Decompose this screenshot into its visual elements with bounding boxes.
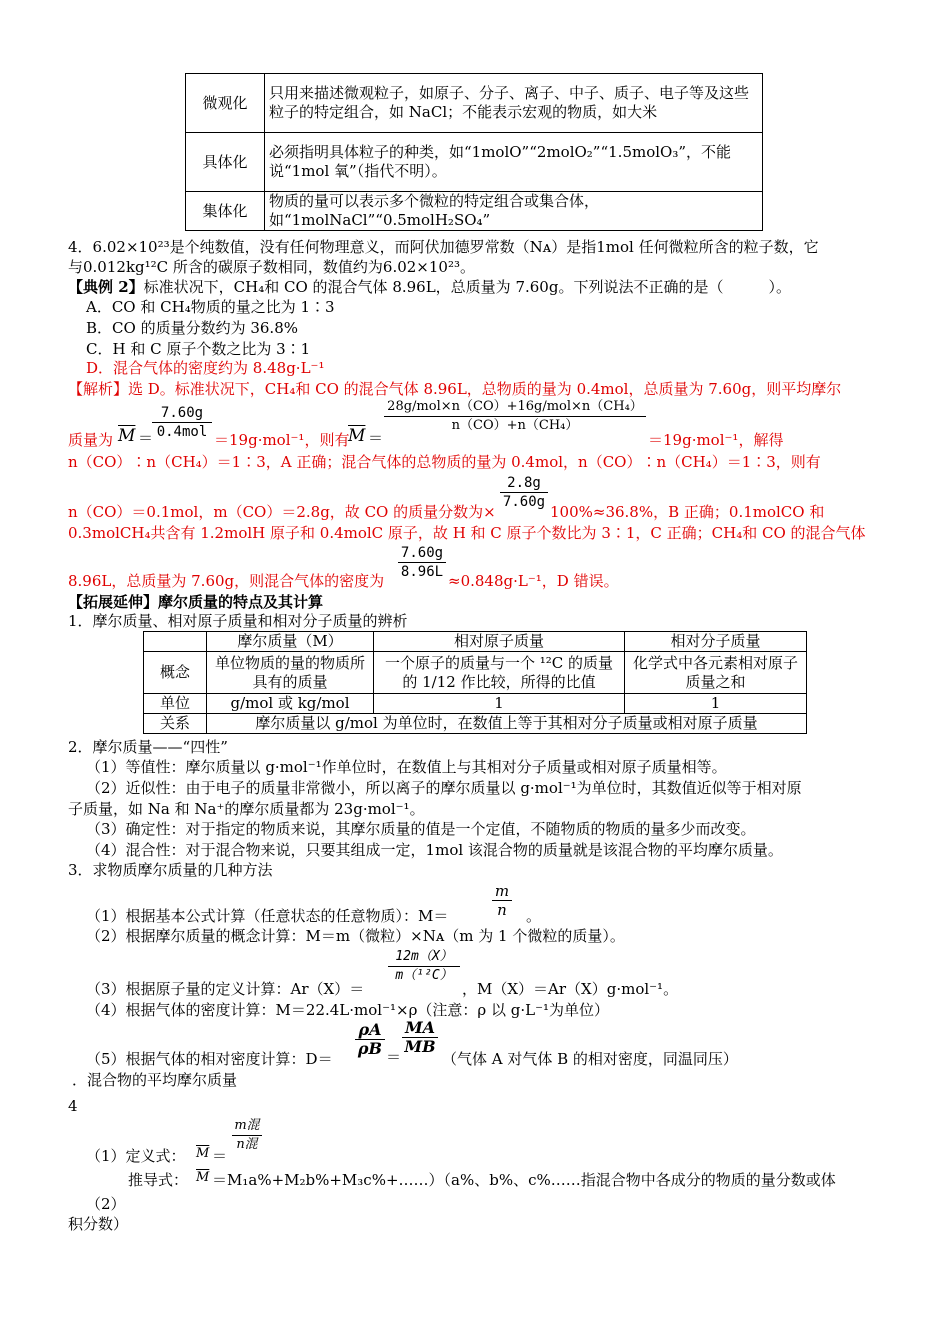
analysis-line2c: ＝19g·mol⁻¹，解得 <box>648 431 784 449</box>
table-cell-label: 具体化 <box>186 133 265 192</box>
fraction-denominator: 7.60g <box>502 494 546 510</box>
table-cell: 关系 <box>144 714 207 734</box>
mbar-symbol: $\overline{M}$ <box>196 1146 210 1161</box>
method-1-end: 。 <box>526 907 542 925</box>
fraction-mixture-mass <box>232 1117 262 1154</box>
option-b: B．CO 的质量分数约为 36.8% <box>86 319 298 337</box>
paragraph: （3）确定性：对于指定的物质来说，其摩尔质量的值是一个定值，不随物质的物质的量多少而改变。 <box>86 820 756 838</box>
fraction-density-ratio <box>355 1021 385 1058</box>
fraction-numerator: MA <box>402 1019 438 1038</box>
fraction-denominator: 0.4mol <box>156 424 208 440</box>
table-cell: 一个原子的质量与一个 ¹²C 的质量的 1/12 作比较，所得的比值 <box>374 652 625 694</box>
example2 <box>68 277 791 297</box>
table-cell: 概念 <box>144 652 207 694</box>
example-stem: 标准状况下，CH₄和 CO 的混合气体 8.96L，总质量为 7.60g。下列说法不正确的是（ ）。 <box>143 278 791 296</box>
fraction-numerator: 28g/mol×n（CO）+16g/mol×n（CH₄） <box>384 398 646 417</box>
definition-2: （2） <box>86 1195 126 1213</box>
fraction-co-mass <box>500 474 548 511</box>
table-header: 相对分子质量 <box>625 632 807 652</box>
paragraph: 子质量，如 Na 和 Na⁺的摩尔质量都为 23g·mol⁻¹。 <box>68 800 425 818</box>
table-cell: 1 <box>625 694 807 714</box>
option-d: D．混合气体的密度约为 8.48g·L⁻¹ <box>86 359 325 377</box>
table-cell: 单位物质的量的物质所具有的质量 <box>207 652 374 694</box>
fraction-denominator: n混 <box>236 1137 258 1152</box>
table-cell: 化学式中各元素相对原子质量之和 <box>625 652 807 694</box>
table-particle-features <box>185 73 763 231</box>
section-heading: 3．求物质摩尔质量的几种方法 <box>68 861 273 879</box>
fraction-numerator: 7.60g <box>398 544 446 563</box>
table-cell: 只用来描述微观粒子，如原子、分子、离子、中子、质子、电子等及这些粒子的特定组合，如 NaCl；不能表示宏观的物质，如大米 <box>265 74 763 133</box>
fraction-mixture <box>384 398 646 435</box>
analysis-line3: n（CO）∶n（CH₄）＝1∶3，A 正确；混合气体的总物质的量为 0.4mol，n（CO）∶n（CH₄）＝1∶3，则有 <box>68 453 821 471</box>
table-header <box>144 632 207 652</box>
fraction-m-over-n <box>492 882 512 919</box>
paragraph: （4）混合性：对于混合物来说，只要其组成一定，1mol 该混合物的质量就是该混合物的平均摩尔质量。 <box>86 841 783 859</box>
fraction-numerator: 12m（X） <box>388 948 460 967</box>
method-2: （2）根据摩尔质量的概念计算：M＝m（微粒）×Nᴀ（m 为 1 个微粒的质量）。 <box>86 927 625 945</box>
section-heading: ．混合物的平均摩尔质量 <box>72 1071 238 1089</box>
table-cell: 单位 <box>144 694 207 714</box>
fraction-denominator: 8.96L <box>400 564 444 580</box>
section-heading: 1．摩尔质量、相对原子质量和相对分子质量的辨析 <box>68 612 408 630</box>
fraction-molar-ratio <box>402 1019 438 1056</box>
fraction-denominator: n（CO）+n（CH₄） <box>451 418 579 433</box>
definition-tail: 积分数） <box>68 1215 129 1233</box>
option-a: A．CO 和 CH₄物质的量之比为 1∶3 <box>86 298 335 316</box>
table-header: 摩尔质量（M） <box>207 632 374 652</box>
option-c: C．H 和 C 原子个数之比为 3∶1 <box>86 340 311 358</box>
method-5-end: （气体 A 对气体 B 的相对密度，同温同压） <box>442 1050 738 1068</box>
fraction-numerator: 7.60g <box>152 404 212 423</box>
table-header: 相对原子质量 <box>374 632 625 652</box>
point4-line2: 与0.012kg¹²C 所含的碳原子数相同，数值约为6.02×10²³。 <box>68 258 475 276</box>
fraction-avg-mass <box>152 404 212 441</box>
table-cell: 1 <box>374 694 625 714</box>
fraction-numerator: 2.8g <box>500 474 548 493</box>
table-row <box>186 74 763 133</box>
analysis-line2b: ＝19g·mol⁻¹，则有 <box>214 431 350 449</box>
table-row <box>144 652 807 694</box>
analysis-line4b: 100%≈36.8%，B 正确；0.1molCO 和 <box>550 503 825 521</box>
fraction-density <box>398 544 446 581</box>
table-row <box>144 714 807 734</box>
fraction-numerator: ρA <box>355 1021 385 1040</box>
table-cell: 物质的量可以表示多个微粒的特定组合或集合体，如“1molNaCl”“0.5molH₂SO₄” <box>265 192 763 231</box>
mbar-symbol: $\overline{M}$ <box>348 426 366 446</box>
analysis-line1: 【解析】选 D。标准状况下，CH₄和 CO 的混合气体 8.96L，总物质的量为 0.4mol，总质量为 7.60g，则平均摩尔 <box>68 380 842 398</box>
definition-1: （1）定义式： <box>86 1147 186 1165</box>
section-number: 4 <box>68 1097 78 1115</box>
paragraph: （2）近似性：由于电子的质量非常微小，所以离子的摩尔质量以 g·mol⁻¹为单位时，其数值近似等于相对原 <box>86 779 802 797</box>
point4-line1: 4．6.02×10²³是个纯数值，没有任何物理意义，而阿伏加德罗常数（Nᴀ）是指1mol 任何微粒所含的粒子数，它 <box>68 238 819 256</box>
equals-sign: ＝ <box>386 1048 402 1066</box>
fraction-denominator: ρB <box>357 1039 383 1058</box>
table-row <box>186 133 763 192</box>
fraction-atomic-mass <box>388 948 460 985</box>
analysis-line2a: 质量为 <box>68 431 114 449</box>
fraction-numerator: m混 <box>232 1117 262 1136</box>
table-row <box>144 694 807 714</box>
method-1: （1）根据基本公式计算（任意状态的任意物质）：M＝ <box>86 907 449 925</box>
table-cell-label: 集体化 <box>186 192 265 231</box>
derivation-expr: ＝M₁a%+M₂b%+M₃c%+……）（a%、b%、c%……指混合物中各成分的物质的量分数或体 <box>212 1171 836 1189</box>
analysis-line6b: ≈0.848g·L⁻¹，D 错误。 <box>448 572 619 590</box>
section-heading: 2．摩尔质量——“四性” <box>68 738 228 756</box>
example-tag: 【典例 2】 <box>68 278 144 296</box>
method-3: （3）根据原子量的定义计算：Ar（X）＝ <box>86 980 365 998</box>
table-molar-mass-comparison <box>143 631 807 734</box>
method-3-end: ，M（X）＝Ar（X）g·mol⁻¹。 <box>462 980 679 998</box>
derivation-label: 推导式： <box>128 1171 189 1189</box>
mbar-symbol: $\overline{M}$ <box>196 1170 210 1185</box>
table-row <box>186 192 763 231</box>
table-cell-label: 微观化 <box>186 74 265 133</box>
fraction-denominator: MB <box>404 1037 436 1056</box>
method-5: （5）根据气体的相对密度计算：D＝ <box>86 1050 333 1068</box>
fraction-denominator: n <box>497 901 507 919</box>
table-cell: g/mol 或 kg/mol <box>207 694 374 714</box>
fraction-numerator: m <box>492 882 512 901</box>
paragraph: （1）等值性：摩尔质量以 g·mol⁻¹作单位时，在数值上与其相对分子质量或相对原子质量相等。 <box>86 758 727 776</box>
analysis-line5: 0.3molCH₄共含有 1.2molH 原子和 0.4molC 原子，故 H 和 C 原子个数比为 3∶1，C 正确；CH₄和 CO 的混合气体 <box>68 524 866 542</box>
analysis-line4a: n（CO）＝0.1mol，m（CO）＝2.8g，故 CO 的质量分数为× <box>68 503 496 521</box>
table-row <box>144 632 807 652</box>
table-cell: 摩尔质量以 g/mol 为单位时，在数值上等于其相对分子质量或相对原子质量 <box>207 714 807 734</box>
section-title: 【拓展延伸】摩尔质量的特点及其计算 <box>68 593 324 611</box>
mbar-symbol: $\overline{M}$ <box>118 426 136 446</box>
method-4: （4）根据气体的密度计算：M＝22.4L·mol⁻¹×ρ（注意：ρ 以 g·L⁻¹为单位） <box>86 1001 610 1019</box>
table-cell: 必须指明具体粒子的种类，如“1molO”“2molO₂”“1.5molO₃”，不能说“1mol 氧”（指代不明）。 <box>265 133 763 192</box>
fraction-denominator: m（¹²C） <box>395 968 453 983</box>
analysis-line6a: 8.96L，总质量为 7.60g，则混合气体的密度为 <box>68 572 385 590</box>
